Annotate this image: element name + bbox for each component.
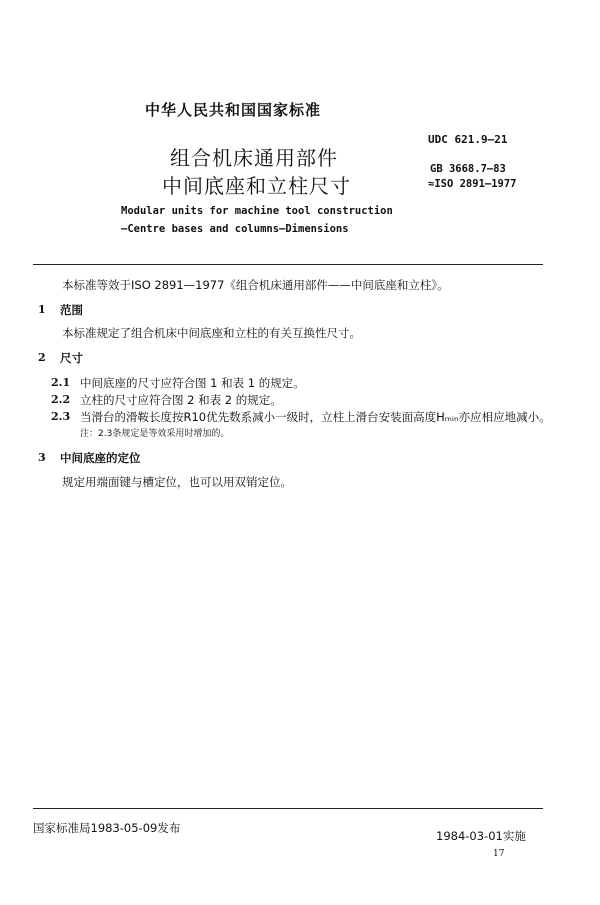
- iso-equivalent: ≈ISO 2891—1977: [428, 178, 517, 190]
- clause-2-1-number: 2.1: [51, 376, 71, 389]
- title-line-1: 组合机床通用部件: [170, 146, 338, 170]
- header-divider: [33, 264, 543, 265]
- section-1-text: 本标准规定了组合机床中间底座和立柱的有关互换性尺寸。: [62, 326, 361, 340]
- clause-2-3-number: 2.3: [51, 410, 71, 423]
- clause-note: 注：2.3条规定是等效采用时增加的。: [80, 429, 230, 439]
- section-3-text: 规定用端面键与槽定位，也可以用双销定位。: [62, 475, 292, 489]
- section-1-title: 范围: [60, 303, 83, 317]
- section-2-number: 2: [38, 351, 46, 364]
- section-1-number: 1: [38, 303, 46, 316]
- gb-code: GB 3668.7—83: [430, 163, 506, 175]
- section-3-title: 中间底座的定位: [60, 451, 141, 465]
- english-title-line-2: —Centre bases and columns—Dimensions: [121, 223, 349, 235]
- clause-2-2-text: 立柱的尺寸应符合图 2 和表 2 的规定。: [80, 393, 282, 407]
- clause-2-1-text: 中间底座的尺寸应符合图 1 和表 1 的规定。: [80, 376, 305, 390]
- section-2-title: 尺寸: [60, 351, 83, 365]
- section-3-number: 3: [38, 451, 46, 464]
- english-title-line-1: Modular units for machine tool construction: [121, 205, 393, 217]
- intro-paragraph: 本标准等效于ISO 2891—1977《组合机床通用部件——中间底座和立柱》。: [62, 278, 449, 292]
- effective-date: 1984-03-01实施: [436, 829, 526, 843]
- clause-2-3-text: 当滑台的滑鞍长度按R10优先数系减小一级时，立柱上滑台安装面高度Hₘᵢₙ亦应相应地减小。: [80, 410, 551, 424]
- footer-divider: [33, 808, 543, 809]
- page-number: 17: [493, 849, 505, 859]
- national-standard-heading: 中华人民共和国国家标准: [145, 101, 322, 119]
- issue-date: 国家标准局1983-05-09发布: [33, 821, 181, 835]
- title-line-2: 中间底座和立柱尺寸: [162, 174, 351, 198]
- udc-code: UDC 621.9—21: [428, 133, 508, 146]
- clause-2-2-number: 2.2: [51, 393, 71, 406]
